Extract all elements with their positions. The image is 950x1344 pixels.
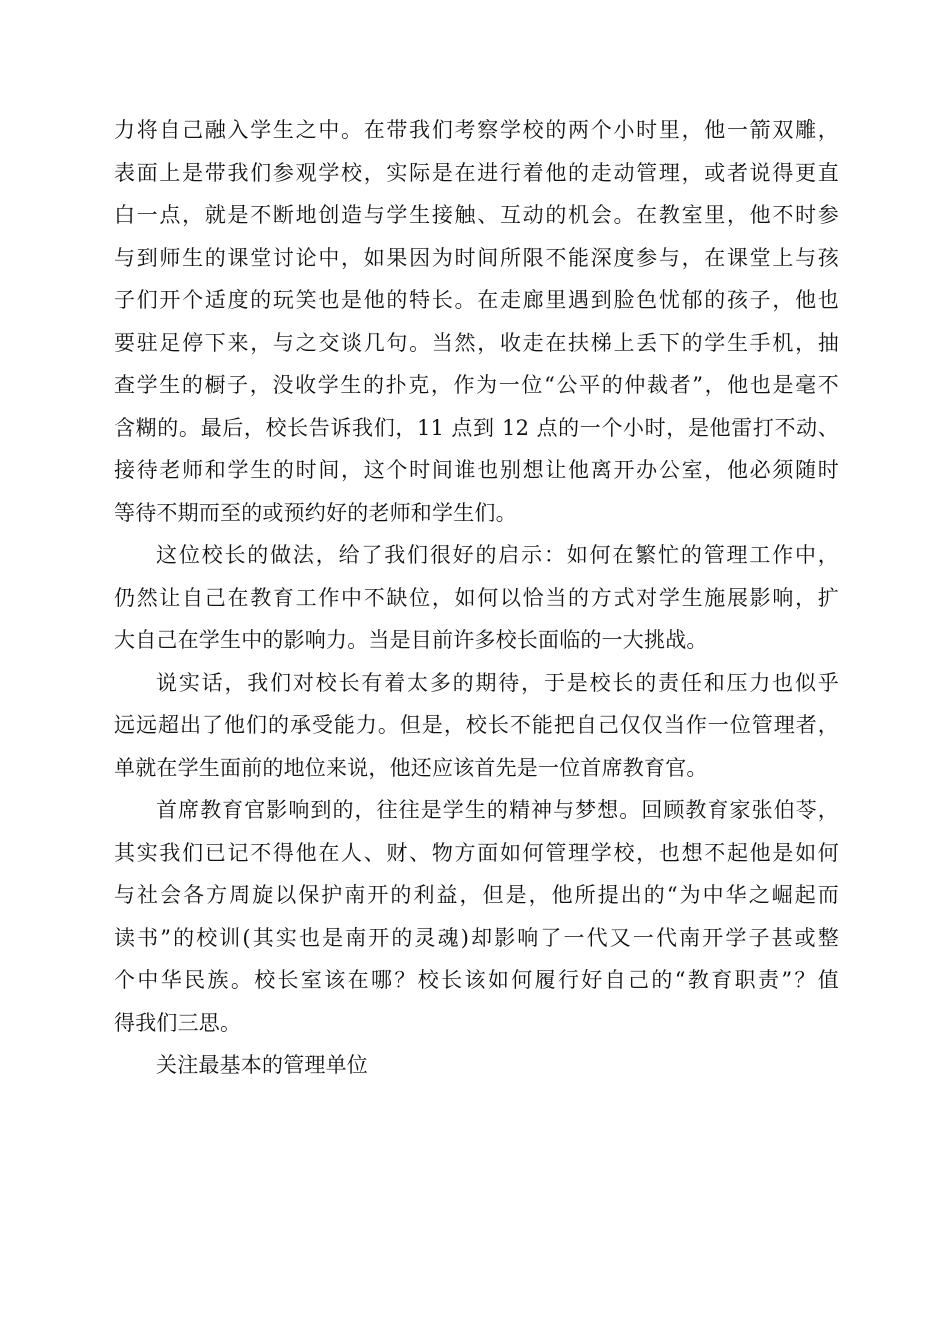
text-line: 这位校长的做法，给了我们很好的启示：如何在繁忙的管理工作中， <box>156 543 839 567</box>
paragraph-4 <box>114 789 839 1044</box>
text-line: 接待老师和学生的时间，这个时间谁也别想让他离开办公室，他必须随时 <box>114 458 839 482</box>
text-line: 与社会各方周旋以保护南开的利益，但是，他所提出的“为中华之崛起而 <box>114 883 839 907</box>
text-line: 白一点，就是不断地创造与学生接触、互动的机会。在教室里，他不时参 <box>114 203 839 227</box>
section-heading <box>114 1044 839 1087</box>
text-line: 单就在学生面前的地位来说，他还应该首先是一位首席教育官。 <box>114 755 708 780</box>
text-line: 说实话，我们对校长有着太多的期待，于是校长的责任和压力也似乎 <box>156 670 839 695</box>
text-line: 仍然让自己在教育工作中不缺位，如何以恰当的方式对学生施展影响，扩 <box>114 585 839 610</box>
text-line: 子们开个适度的玩笑也是他的特长。在走廊里遇到脸色忧郁的孩子，他也 <box>114 288 839 312</box>
text-line: 个中华民族。校长室该在哪？校长该如何履行好自己的“教育职责”？值 <box>114 968 839 992</box>
text-line: 得我们三思。 <box>114 1010 242 1035</box>
text-line: 查学生的橱子，没收学生的扑克，作为一位“公平的仲裁者”，他也是毫不 <box>114 373 839 397</box>
text-line: 等待不期而至的或预约好的老师和学生们。 <box>114 500 517 525</box>
paragraph-3 <box>114 662 839 790</box>
text-line: 表面上是带我们参观学校，实际是在进行着他的走动管理，或者说得更直 <box>114 160 839 185</box>
paragraph-2 <box>114 534 839 662</box>
text-line: 首席教育官影响到的，往往是学生的精神与梦想。回顾教育家张伯苓， <box>156 798 839 822</box>
text-line: 与到师生的课堂讨论中，如果因为时间所限不能深度参与，在课堂上与孩 <box>114 245 839 270</box>
section-heading-text: 关注最基本的管理单位 <box>156 1053 368 1077</box>
text-line: 读书”的校训(其实也是南开的灵魂)却影响了一代又一代南开学子甚或整 <box>114 925 839 950</box>
text-line: 含糊的。最后，校长告诉我们，11 点到 12 点的一个小时，是他雷打不动、 <box>114 415 839 440</box>
text-line: 要驻足停下来，与之交谈几句。当然，收走在扶梯上丢下的学生手机，抽 <box>114 330 839 355</box>
body-text <box>114 109 839 1087</box>
text-line: 远远超出了他们的承受能力。但是，校长不能把自己仅仅当作一位管理者， <box>114 713 839 737</box>
text-line: 大自己在学生中的影响力。当是目前许多校长面临的一大挑战。 <box>114 628 708 652</box>
paragraph-1 <box>114 109 839 534</box>
text-line: 力将自己融入学生之中。在带我们考察学校的两个小时里，他一箭双雕， <box>114 118 839 142</box>
text-line: 其实我们已记不得他在人、财、物方面如何管理学校，也想不起他是如何 <box>114 840 839 865</box>
